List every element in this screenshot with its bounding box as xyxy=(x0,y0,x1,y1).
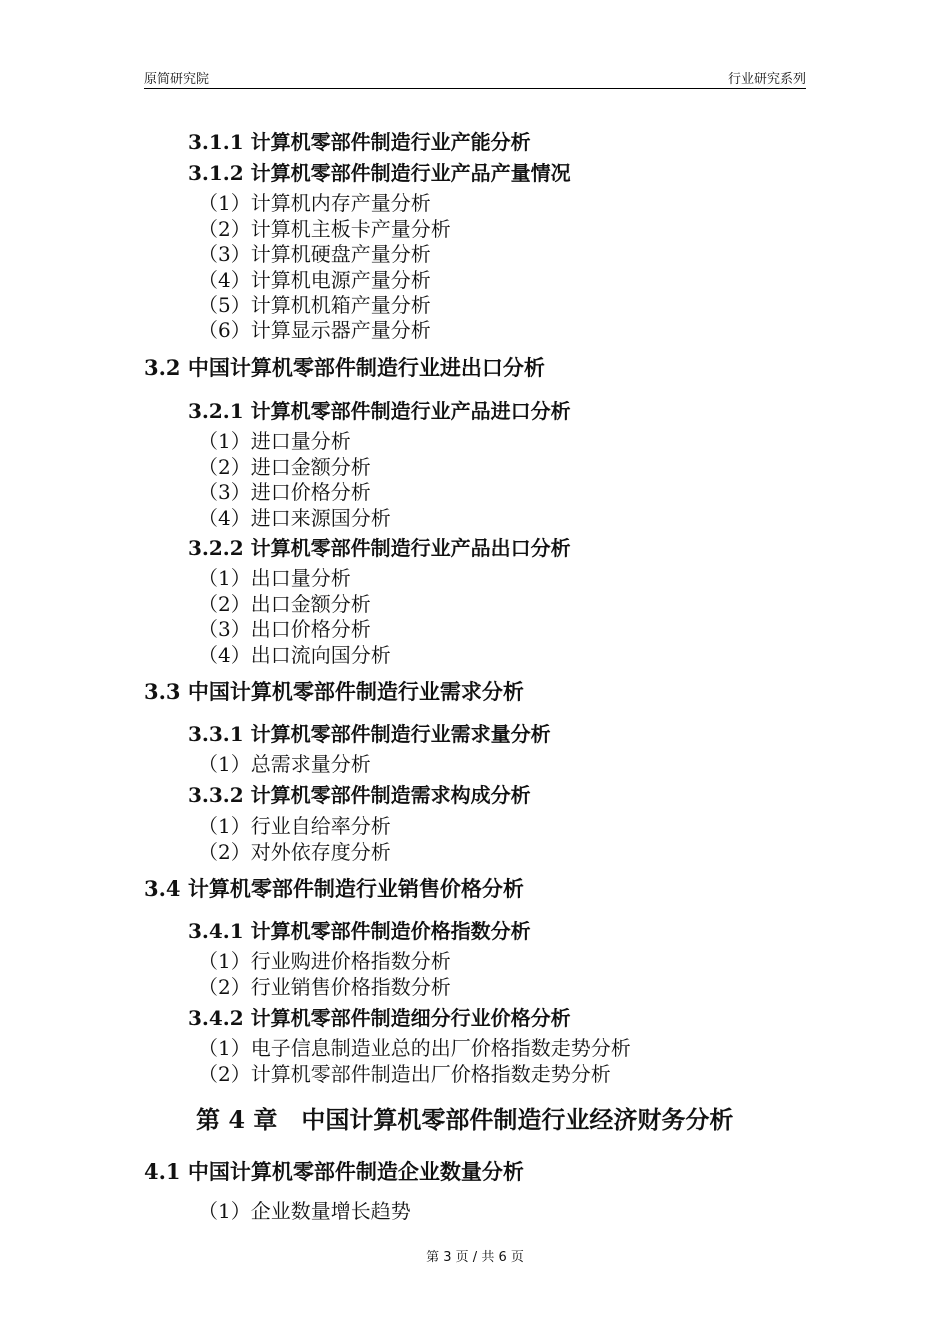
header-org: 原简研究院 xyxy=(144,72,210,87)
toc-subsection: 3.3.2 计算机零部件制造需求构成分析 xyxy=(188,783,531,807)
toc-subsection: 3.4.1 计算机零部件制造价格指数分析 xyxy=(188,919,531,943)
toc-item: （3）计算机硬盘产量分析 xyxy=(198,242,431,266)
toc-item: （5）计算机机箱产量分析 xyxy=(198,293,431,317)
toc-item: （4）计算机电源产量分析 xyxy=(198,268,431,292)
header-series: 行业研究系列 xyxy=(727,72,806,87)
toc-subsection: 3.1.1 计算机零部件制造行业产能分析 xyxy=(188,130,531,154)
toc-section: 3.2 中国计算机零部件制造行业进出口分析 xyxy=(144,355,545,380)
toc-item: （4）进口来源国分析 xyxy=(198,506,391,530)
toc-item: （2）出口金额分析 xyxy=(198,592,371,616)
toc-subsection: 3.4.2 计算机零部件制造细分行业价格分析 xyxy=(188,1006,571,1030)
toc-item: （3）出口价格分析 xyxy=(198,617,371,641)
toc-item: （1）总需求量分析 xyxy=(198,752,371,776)
toc-chapter: 第 4 章 中国计算机零部件制造行业经济财务分析 xyxy=(196,1105,734,1134)
toc-item: （1）行业自给率分析 xyxy=(198,814,391,838)
toc-subsection: 3.2.2 计算机零部件制造行业产品出口分析 xyxy=(188,536,571,560)
toc-item: （1）计算机内存产量分析 xyxy=(198,191,431,215)
toc-subsection: 3.3.1 计算机零部件制造行业需求量分析 xyxy=(188,722,551,746)
toc-item: （1）出口量分析 xyxy=(198,566,351,590)
toc-subsection: 3.1.2 计算机零部件制造行业产品产量情况 xyxy=(188,161,571,185)
toc-item: （1）进口量分析 xyxy=(198,429,351,453)
toc-item: （2）计算机零部件制造出厂价格指数走势分析 xyxy=(198,1062,611,1086)
toc-section: 4.1 中国计算机零部件制造企业数量分析 xyxy=(144,1159,524,1184)
toc-item: （3）进口价格分析 xyxy=(198,480,371,504)
toc-section: 3.3 中国计算机零部件制造行业需求分析 xyxy=(144,679,524,704)
toc-item: （2）对外依存度分析 xyxy=(198,840,391,864)
toc-item: （2）计算机主板卡产量分析 xyxy=(198,217,451,241)
page-number: 第 3 页 / 共 6 页 xyxy=(426,1250,524,1265)
toc-item: （1）企业数量增长趋势 xyxy=(198,1199,411,1223)
toc-item: （2）行业销售价格指数分析 xyxy=(198,975,451,999)
toc-item: （1）电子信息制造业总的出厂价格指数走势分析 xyxy=(198,1036,631,1060)
toc-subsection: 3.2.1 计算机零部件制造行业产品进口分析 xyxy=(188,399,571,423)
toc-section: 3.4 计算机零部件制造行业销售价格分析 xyxy=(144,876,524,901)
page-header xyxy=(144,66,806,89)
page-footer xyxy=(0,1246,950,1265)
toc-item: （1）行业购进价格指数分析 xyxy=(198,949,451,973)
toc-item: （6）计算显示器产量分析 xyxy=(198,318,431,342)
toc-item: （2）进口金额分析 xyxy=(198,455,371,479)
toc-item: （4）出口流向国分析 xyxy=(198,643,391,667)
